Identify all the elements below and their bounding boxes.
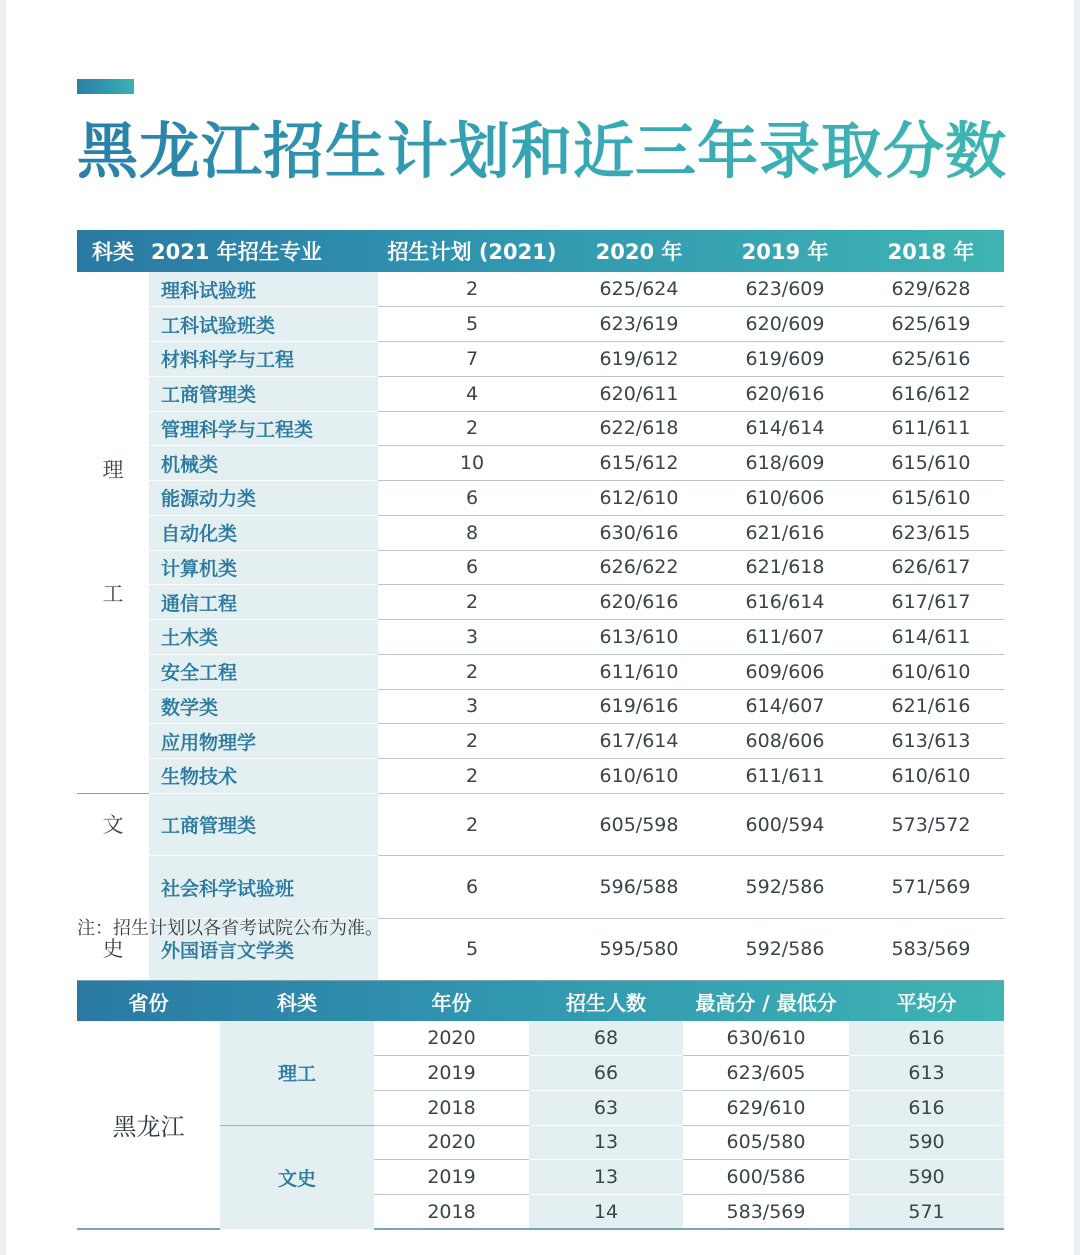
- score-2018-cell: 613/613: [858, 724, 1004, 759]
- score-range-cell: 630/610: [683, 1021, 849, 1056]
- score-2020-cell: 619/612: [566, 342, 712, 377]
- right-frame-edge: [1074, 0, 1080, 1255]
- plan-cell: 6: [378, 481, 566, 516]
- count-cell: 66: [529, 1056, 683, 1091]
- average-cell: 616: [849, 1021, 1004, 1056]
- category-cell: 文 史: [77, 793, 149, 981]
- table-row: [77, 515, 1004, 550]
- score-2018-cell: 583/569: [858, 918, 1004, 981]
- header-category: 科类: [277, 990, 317, 1015]
- plan-cell: 5: [378, 918, 566, 981]
- score-2019-cell: 610/606: [712, 481, 858, 516]
- score-2018-cell: 571/569: [858, 856, 1004, 919]
- table-row: [77, 272, 1004, 307]
- year-cell: 2019: [374, 1160, 529, 1195]
- plan-cell: 2: [378, 793, 566, 856]
- score-2019-cell: 592/586: [712, 856, 858, 919]
- score-2019-cell: 609/606: [712, 654, 858, 689]
- table-row: [77, 759, 1004, 794]
- score-2020-cell: 623/619: [566, 307, 712, 342]
- table-row: [77, 689, 1004, 724]
- table-row: [77, 550, 1004, 585]
- score-2019-cell: 611/607: [712, 620, 858, 655]
- summary-body: [77, 1021, 1004, 1229]
- score-2018-cell: 623/615: [858, 515, 1004, 550]
- major-cell: 材料科学与工程: [149, 342, 378, 377]
- header-plan: 招生计划 (2021): [387, 240, 557, 264]
- header-major: 2021 年招生专业: [151, 240, 322, 264]
- average-cell: 616: [849, 1090, 1004, 1125]
- score-2019-cell: 619/609: [712, 342, 858, 377]
- score-2018-cell: 610/610: [858, 654, 1004, 689]
- score-2018-cell: 615/610: [858, 481, 1004, 516]
- year-cell: 2020: [374, 1021, 529, 1056]
- table-row: [77, 376, 1004, 411]
- plan-cell: 4: [378, 376, 566, 411]
- year-cell: 2018: [374, 1194, 529, 1229]
- score-range-cell: 629/610: [683, 1090, 849, 1125]
- plan-cell: 2: [378, 654, 566, 689]
- score-2020-cell: 611/610: [566, 654, 712, 689]
- table-row: [77, 411, 1004, 446]
- year-cell: 2019: [374, 1056, 529, 1091]
- admission-plan-body: [77, 272, 1004, 981]
- header-2019: 2019 年: [741, 240, 829, 264]
- score-2020-cell: 605/598: [566, 793, 712, 856]
- table-row: [77, 1021, 1004, 1056]
- table-row: [77, 724, 1004, 759]
- count-cell: 68: [529, 1021, 683, 1056]
- plan-cell: 5: [378, 307, 566, 342]
- score-2020-cell: 610/610: [566, 759, 712, 794]
- score-2019-cell: 620/609: [712, 307, 858, 342]
- score-2020-cell: 619/616: [566, 689, 712, 724]
- category-cell: 理工: [220, 1021, 374, 1125]
- score-2020-cell: 630/616: [566, 515, 712, 550]
- score-2020-cell: 613/610: [566, 620, 712, 655]
- admission-plan-table: [77, 230, 1004, 982]
- score-2018-cell: 626/617: [858, 550, 1004, 585]
- average-cell: 613: [849, 1056, 1004, 1091]
- score-2019-cell: 618/609: [712, 446, 858, 481]
- title-accent-bar: [77, 79, 134, 94]
- score-2019-cell: 608/606: [712, 724, 858, 759]
- score-2018-cell: 621/616: [858, 689, 1004, 724]
- major-cell: 外国语言文学类: [149, 918, 378, 981]
- score-range-cell: 600/586: [683, 1160, 849, 1195]
- score-2020-cell: 625/624: [566, 272, 712, 307]
- major-cell: 社会科学试验班: [149, 856, 378, 919]
- major-cell: 工商管理类: [149, 793, 378, 856]
- header-province: 省份: [128, 990, 169, 1015]
- plan-cell: 2: [378, 724, 566, 759]
- score-2019-cell: 611/611: [712, 759, 858, 794]
- average-cell: 590: [849, 1160, 1004, 1195]
- table-row: [77, 620, 1004, 655]
- score-2020-cell: 615/612: [566, 446, 712, 481]
- major-cell: 通信工程: [149, 585, 378, 620]
- score-2020-cell: 612/610: [566, 481, 712, 516]
- score-range-cell: 623/605: [683, 1056, 849, 1091]
- count-cell: 14: [529, 1194, 683, 1229]
- admission-plan-header-row: [77, 230, 1004, 272]
- score-2019-cell: 614/607: [712, 689, 858, 724]
- major-cell: 安全工程: [149, 654, 378, 689]
- score-2019-cell: 621/616: [712, 515, 858, 550]
- major-cell: 工商管理类: [149, 376, 378, 411]
- header-2020: 2020 年: [595, 240, 683, 264]
- score-2019-cell: 621/618: [712, 550, 858, 585]
- left-frame-edge: [0, 0, 6, 1255]
- major-cell: 土木类: [149, 620, 378, 655]
- score-2020-cell: 626/622: [566, 550, 712, 585]
- major-cell: 理科试验班: [149, 272, 378, 307]
- major-cell: 能源动力类: [149, 481, 378, 516]
- score-2020-cell: 596/588: [566, 856, 712, 919]
- table-row: [77, 654, 1004, 689]
- score-2020-cell: 620/611: [566, 376, 712, 411]
- plan-cell: 2: [378, 585, 566, 620]
- major-cell: 管理科学与工程类: [149, 411, 378, 446]
- score-2019-cell: 614/614: [712, 411, 858, 446]
- major-cell: 工科试验班类: [149, 307, 378, 342]
- score-2019-cell: 592/586: [712, 918, 858, 981]
- major-cell: 自动化类: [149, 515, 378, 550]
- count-cell: 63: [529, 1090, 683, 1125]
- score-2018-cell: 616/612: [858, 376, 1004, 411]
- score-2019-cell: 600/594: [712, 793, 858, 856]
- score-2019-cell: 620/616: [712, 376, 858, 411]
- table-row: [77, 585, 1004, 620]
- plan-cell: 6: [378, 550, 566, 585]
- score-range-cell: 605/580: [683, 1125, 849, 1160]
- average-cell: 590: [849, 1125, 1004, 1160]
- score-2018-cell: 615/610: [858, 446, 1004, 481]
- footnote: 注：招生计划以各省考试院公布为准。: [77, 918, 383, 939]
- count-cell: 13: [529, 1125, 683, 1160]
- major-cell: 生物技术: [149, 759, 378, 794]
- table-row: [77, 793, 1004, 856]
- year-cell: 2018: [374, 1090, 529, 1125]
- score-2018-cell: 629/628: [858, 272, 1004, 307]
- plan-cell: 3: [378, 689, 566, 724]
- plan-cell: 2: [378, 759, 566, 794]
- plan-cell: 3: [378, 620, 566, 655]
- score-2018-cell: 625/619: [858, 307, 1004, 342]
- score-2020-cell: 617/614: [566, 724, 712, 759]
- category-cell: 文史: [220, 1125, 374, 1229]
- table-row: [77, 481, 1004, 516]
- admission-summary-table: [77, 981, 1004, 1230]
- table-row: [77, 307, 1004, 342]
- plan-cell: 2: [378, 411, 566, 446]
- year-cell: 2020: [374, 1125, 529, 1160]
- score-2018-cell: 610/610: [858, 759, 1004, 794]
- plan-cell: 2: [378, 272, 566, 307]
- major-cell: 计算机类: [149, 550, 378, 585]
- score-2019-cell: 623/609: [712, 272, 858, 307]
- major-cell: 应用物理学: [149, 724, 378, 759]
- major-cell: 机械类: [149, 446, 378, 481]
- score-2020-cell: 622/618: [566, 411, 712, 446]
- plan-cell: 10: [378, 446, 566, 481]
- score-2020-cell: 595/580: [566, 918, 712, 981]
- score-2018-cell: 625/616: [858, 342, 1004, 377]
- header-average: 平均分: [896, 990, 957, 1015]
- province-cell: 黑龙江: [77, 1021, 220, 1229]
- table-row: [77, 446, 1004, 481]
- score-2018-cell: 611/611: [858, 411, 1004, 446]
- score-2018-cell: 614/611: [858, 620, 1004, 655]
- plan-cell: 7: [378, 342, 566, 377]
- category-cell: 理 工: [77, 272, 149, 793]
- header-year: 年份: [431, 990, 472, 1015]
- count-cell: 13: [529, 1160, 683, 1195]
- table-row: [77, 342, 1004, 377]
- score-2018-cell: 617/617: [858, 585, 1004, 620]
- score-2020-cell: 620/616: [566, 585, 712, 620]
- score-2018-cell: 573/572: [858, 793, 1004, 856]
- header-score-range: 最高分 / 最低分: [695, 990, 837, 1015]
- summary-header-row: [77, 981, 1004, 1021]
- header-2018: 2018 年: [887, 240, 975, 264]
- header-category: 科类: [92, 240, 134, 264]
- header-count: 招生人数: [566, 990, 646, 1015]
- table-row: [77, 856, 1004, 919]
- page-title: 黑龙江招生计划和近三年录取分数: [77, 112, 1037, 192]
- average-cell: 571: [849, 1194, 1004, 1229]
- score-2019-cell: 616/614: [712, 585, 858, 620]
- plan-cell: 6: [378, 856, 566, 919]
- score-range-cell: 583/569: [683, 1194, 849, 1229]
- plan-cell: 8: [378, 515, 566, 550]
- major-cell: 数学类: [149, 689, 378, 724]
